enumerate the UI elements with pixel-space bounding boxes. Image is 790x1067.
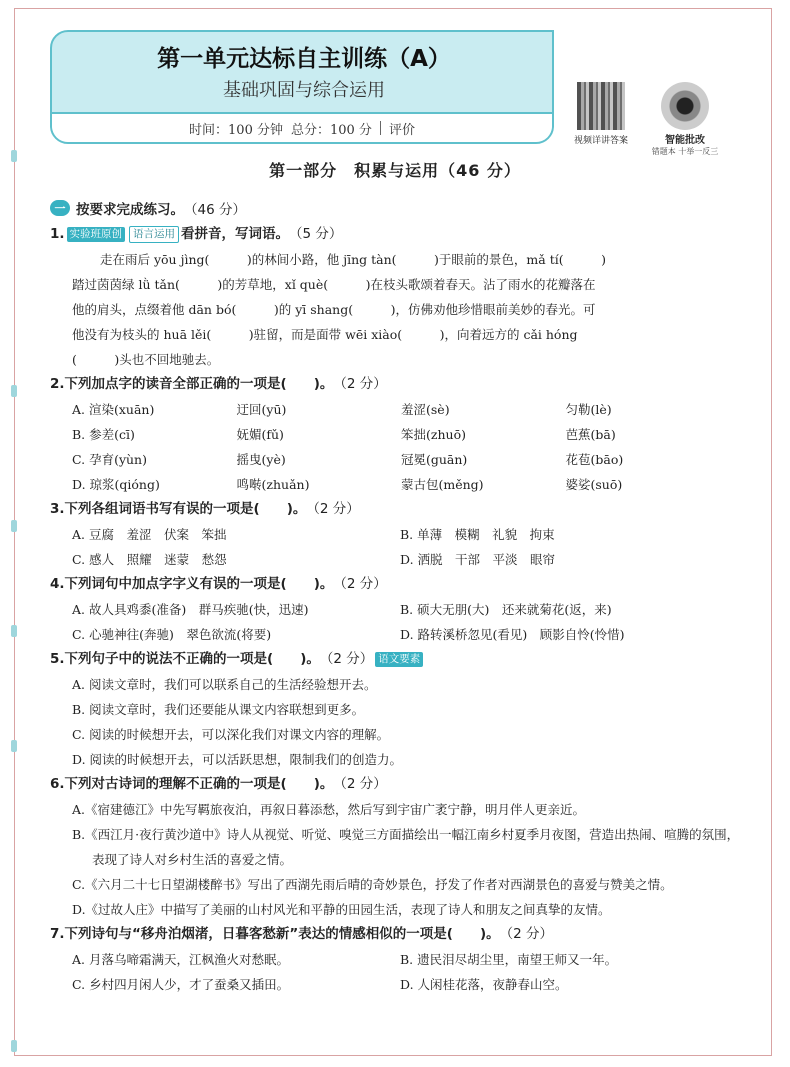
q1-passage [50,247,730,372]
option-cell: C. 乡村四月闲人少，才了蚕桑又插田。 [72,977,290,992]
option-cell: D. 人闲桂花落，夜静春山空。 [400,977,568,992]
option-cell: A. 豆腐 羞涩 伏案 笨拙 [72,527,227,542]
qr-block[interactable] [566,82,636,146]
option-line[interactable]: D.《过故人庄》中描写了美丽的山村风光和平静的田园生活，表现了诗人和朋友之间真挚的友情。 [72,902,611,917]
question-score: （2 分） [306,501,360,517]
question-5 [50,647,730,672]
option-cell: 蒙古包(měng) [401,477,484,492]
option-line[interactable]: D. 阅读的时候想开去，可以活跃思想，限制我们的创造力。 [72,752,403,767]
option-cell: A. 渲染(xuān) [72,402,155,417]
option-cell: 鸣啭(zhuǎn) [236,477,310,492]
option-row[interactable] [72,947,730,972]
question-score: （2 分） [319,651,374,667]
question-number: 5. [50,651,65,667]
option-row[interactable] [72,522,730,547]
ai-grading-label: 智能批改 [665,135,705,146]
question-4 [50,572,730,597]
section-heading [50,198,246,218]
option-cell: 芭蕉(bā) [565,427,616,442]
question-number: 3. [50,501,65,517]
tag-language-element: 语文要素 [375,652,423,667]
q7-options [72,947,730,997]
question-number: 6. [50,776,65,792]
section-score: （46 分） [184,202,246,218]
option-cell: 冠冕(guān) [401,452,468,467]
option-cell: 匀勒(lè) [565,402,612,417]
option-cell: D. 洒脱 干部 平淡 眼帘 [400,552,556,567]
question-score: （2 分） [333,776,387,792]
question-3 [50,497,730,522]
header-box [50,30,554,144]
option-cell: 迂回(yū) [236,402,287,417]
option-line[interactable]: C. 阅读的时候想开去，可以深化我们对课文内容的理解。 [72,727,390,742]
option-cell: 羞涩(sè) [401,402,450,417]
option-cell: 摇曳(yè) [236,452,286,467]
option-row[interactable] [72,447,730,472]
option-cell: B. 遗民泪尽胡尘里，南望王师又一年。 [400,952,618,967]
option-cell: C. 孕育(yùn) [72,452,147,467]
passage-line[interactable]: ( )头也不回地驰去。 [72,352,220,367]
question-text: 下列句子中的说法不正确的一项是( )。 [64,651,320,667]
option-line[interactable]: C.《六月二十七日望湖楼醉书》写出了西湖先雨后晴的奇妙景色，抒发了作者对西湖景色的喜爱与赞美之情。 [72,877,673,892]
option-cell: D. 路转溪桥忽见(看见) 顾影自怜(怜惜) [400,627,625,642]
question-text: 下列词句中加点字字义有误的一项是( )。 [64,576,334,592]
time-limit: 时间：100 分钟 [189,122,283,138]
option-cell: C. 心驰神往(奔驰) 翠色欲流(将要) [72,627,272,642]
part-title: 第一部分 积累与运用（46 分） [269,161,521,180]
option-row[interactable] [72,472,730,497]
section-label: 按要求完成练习。 [76,202,184,218]
q6-options [72,797,740,922]
question-score: （2 分） [333,576,387,592]
option-row[interactable] [72,397,730,422]
question-7 [50,922,730,947]
passage-line[interactable]: 他的肩头，点缀着他 dān bó( )的 yī shang( )，仿佛劝他珍惜眼前美妙的春光。可 [72,302,596,317]
option-cell: A. 月落乌啼霜满天，江枫渔火对愁眠。 [72,952,289,967]
option-cell: D. 琼浆(qióng) [72,477,160,492]
page-subtitle: 基础巩固与综合运用 [223,80,385,101]
question-2 [50,372,730,397]
option-cell: B. 硕大无朋(大) 还来就菊花(返，来) [400,602,612,617]
passage-line[interactable]: 踏过茵茵绿 lǜ tǎn( )的芳草地，xǐ què( )在枝头歌颂着春天。沾了雨水的花瓣落在 [72,277,596,292]
question-text: 下列加点字的读音全部正确的一项是( )。 [64,376,334,392]
option-line[interactable]: B. 阅读文章时，我们还要能从课文内容联想到更多。 [72,702,365,717]
option-cell: 花苞(bāo) [565,452,624,467]
page-title: 第一单元达标自主训练（A） [157,46,451,72]
q5-options [72,672,730,772]
option-row[interactable] [72,972,730,997]
question-number: 1. [50,226,65,242]
question-6 [50,772,730,797]
exam-info-bar [52,112,552,142]
ai-grading-sub: 错题本 十举一反三 [651,147,719,156]
qr-label: 视频详讲答案 [573,136,628,146]
question-1 [50,222,730,247]
section-number-badge: 一 [50,200,70,216]
option-cell: B. 参差(cī) [72,427,135,442]
option-cell: 笨拙(zhuō) [401,427,466,442]
question-score: （5 分） [289,226,343,242]
question-number: 7. [50,926,65,942]
option-row[interactable] [72,547,730,572]
question-text: 下列各组词语书写有误的一项是( )。 [64,501,307,517]
option-line[interactable]: A.《宿建德江》中先写羁旅夜泊，再叙日暮添愁，然后写到宇宙广袤宁静，明月伴人更亲近。 [72,802,586,817]
option-row[interactable] [72,622,730,647]
question-text: 下列对古诗词的理解不正确的一项是( )。 [64,776,334,792]
question-text: 下列诗句与“移舟泊烟渚，日暮客愁新”表达的情感相似的一项是( )。 [64,926,500,942]
option-row[interactable] [72,422,730,447]
info-divider [380,121,381,135]
qr-code-icon[interactable] [577,82,625,130]
q3-options [72,522,730,572]
question-number: 4. [50,576,65,592]
option-line[interactable]: A. 阅读文章时，我们可以联系自己的生活经验想开去。 [72,677,377,692]
option-row[interactable] [72,597,730,622]
q2-options [72,397,730,497]
option-cell: C. 感人 照耀 迷蒙 愁怨 [72,552,227,567]
option-cell: A. 故人具鸡黍(准备) 群马疾驰(快，迅速) [72,602,309,617]
total-score: 总分：100 分 [290,122,372,138]
question-score: （2 分） [333,376,387,392]
option-cell: 婆娑(suō) [565,477,623,492]
question-number: 2. [50,376,65,392]
question-text: 看拼音，写词语。 [181,226,290,242]
tag-original: 实验班原创 [67,227,126,242]
ai-grading-icon[interactable] [661,82,709,130]
questions [50,222,740,997]
grade-label: 评价 [388,122,415,138]
ai-grading-block[interactable] [640,82,730,157]
question-score: （2 分） [499,926,554,942]
passage-line[interactable]: 他没有为枝头的 huā lěi( )驻留，而是面带 wēi xiào( )，向着远方的 cǎi hóng [72,327,578,342]
option-line[interactable]: B.《西江月·夜行黄沙道中》诗人从视觉、听觉、嗅觉三方面描绘出一幅江南乡村夏季月夜图，营造出热闹、喧腾的氛围，表现了诗人对乡村生活的喜爱之情。 [72,827,740,867]
tag-language-use: 语言运用 [129,226,179,243]
option-cell: B. 单薄 模糊 礼貌 拘束 [400,527,555,542]
q4-options [72,597,730,647]
passage-line[interactable]: 走在雨后 yōu jìng( )的林间小路，他 jīng tàn( )于眼前的景色，mǎ tí( ) [100,252,606,267]
option-cell: 妩媚(fǔ) [236,427,284,442]
